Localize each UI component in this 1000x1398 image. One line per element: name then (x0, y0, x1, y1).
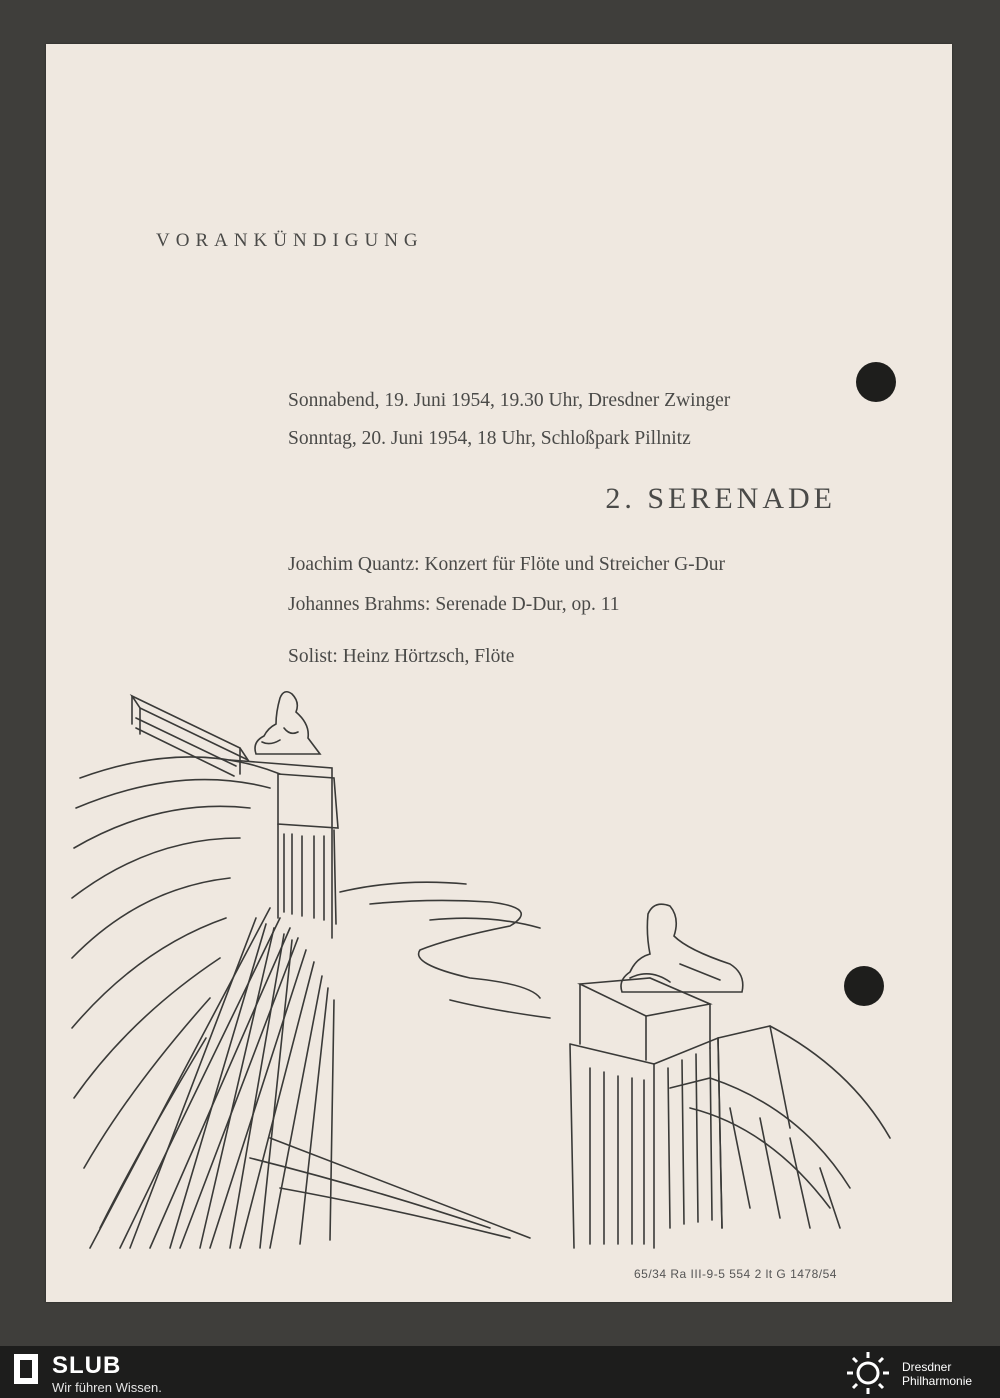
orchestra-name-line-2: Philharmonie (902, 1374, 973, 1388)
program-item-1: Joachim Quantz: Konzert für Flöte und Streicher G-Dur (288, 554, 725, 575)
orchestra-name (902, 1360, 972, 1388)
program-item-2: Johannes Brahms: Serenade D-Dur, op. 11 (288, 594, 620, 615)
library-name: SLUB (52, 1352, 122, 1379)
punch-hole-top (856, 362, 896, 402)
slub-logo-icon (12, 1352, 42, 1390)
zwinger-terrace-illustration (70, 688, 900, 1258)
concert-title: 2. SERENADE (605, 482, 836, 515)
document-heading: VORANKÜNDIGUNG (156, 230, 424, 251)
print-code: 65/34 Ra III-9-5 554 2 lt G 1478/54 (634, 1267, 837, 1281)
dresdner-philharmonie-logo-icon (842, 1350, 894, 1396)
orchestra-name-line-1: Dresdner (902, 1360, 952, 1374)
event-date-1: Sonnabend, 19. Juni 1954, 19.30 Uhr, Dresdner Zwinger (288, 390, 731, 411)
event-date-2: Sonntag, 20. Juni 1954, 18 Uhr, Schloßpark Pillnitz (288, 428, 691, 449)
library-tagline: Wir führen Wissen. (52, 1380, 162, 1395)
soloist-line: Solist: Heinz Hörtzsch, Flöte (288, 646, 515, 667)
